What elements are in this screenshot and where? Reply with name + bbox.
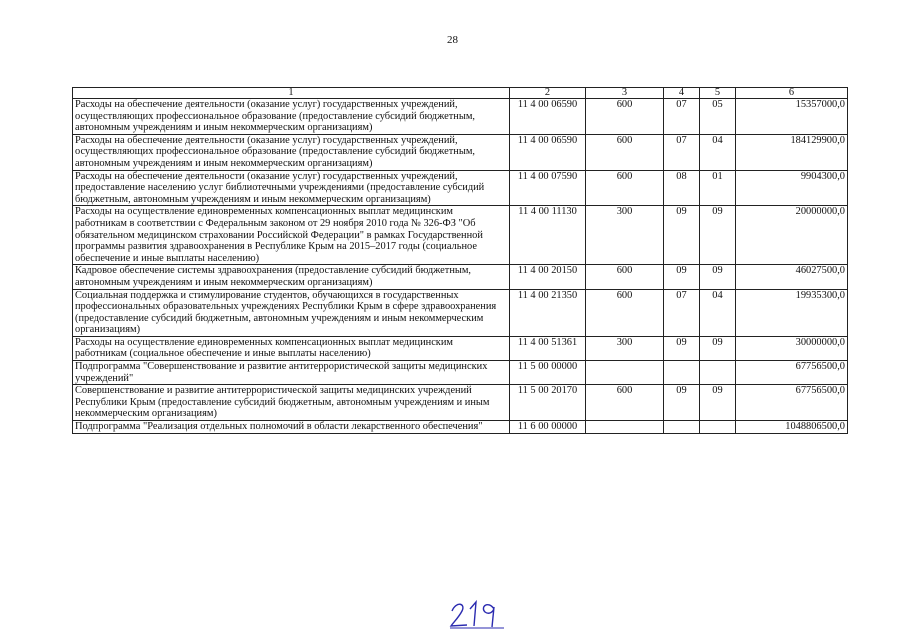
table-row: [73, 385, 848, 421]
table-row: [73, 336, 848, 360]
row-section: [664, 421, 700, 434]
row-expense-type: 600: [586, 385, 664, 421]
row-name: Расходы на осуществление единовременных компенсационных выплат медицинским работникам (социальное обеспечение и иные выплаты населению): [73, 336, 510, 360]
page-number: 28: [447, 34, 458, 46]
row-expense-type: [586, 361, 664, 385]
row-subsection: 04: [700, 134, 736, 170]
row-expense-type: 600: [586, 99, 664, 135]
row-target-code: 11 6 00 00000: [510, 421, 586, 434]
row-amount: 184129900,0: [736, 134, 848, 170]
row-section: 08: [664, 170, 700, 206]
row-name: Расходы на обеспечение деятельности (оказание услуг) государственных учреждений, осуществляющих профессиональное образование (предоставление субсидий бюджетным, автономным учреждениям и иным некоммерческим организациям): [73, 99, 510, 135]
row-subsection: 05: [700, 99, 736, 135]
row-amount: 67756500,0: [736, 361, 848, 385]
row-name: Социальная поддержка и стимулирование студентов, обучающихся в государственных профессиональных образовательных учреждениях Республики Крым в сфере здравоохранения (предоставление субсидий бюджетным, автономным учреждениям и иным некоммерческим организациям): [73, 289, 510, 336]
row-amount: 15357000,0: [736, 99, 848, 135]
table-row: [73, 361, 848, 385]
row-target-code: 11 4 00 20150: [510, 265, 586, 289]
row-section: 07: [664, 289, 700, 336]
row-name: Подпрограмма "Совершенствование и развитие антитеррористической защиты медицинских учреждений": [73, 361, 510, 385]
row-amount: 19935300,0: [736, 289, 848, 336]
row-target-code: 11 4 00 51361: [510, 336, 586, 360]
row-expense-type: 600: [586, 289, 664, 336]
row-section: 09: [664, 385, 700, 421]
row-amount: 46027500,0: [736, 265, 848, 289]
row-expense-type: 300: [586, 206, 664, 265]
header-col-3: 3: [586, 88, 664, 99]
row-target-code: 11 5 00 20170: [510, 385, 586, 421]
table-row: [73, 134, 848, 170]
row-amount: 20000000,0: [736, 206, 848, 265]
table-row: [73, 206, 848, 265]
table-row: [73, 421, 848, 434]
row-name: Расходы на обеспечение деятельности (оказание услуг) государственных учреждений, предоставление населению услуг библиотечными учреждениями (предоставление субсидий бюджетным, автономным учреждениям и иным некоммерческим организациям): [73, 170, 510, 206]
row-subsection: [700, 421, 736, 434]
row-subsection: 09: [700, 265, 736, 289]
row-name: Расходы на обеспечение деятельности (оказание услуг) государственных учреждений, осуществляющих профессиональное образование (предоставление субсидий бюджетным, автономным учреждениям и иным некоммерческим организациям): [73, 134, 510, 170]
header-col-6: 6: [736, 88, 848, 99]
row-amount: 1048806500,0: [736, 421, 848, 434]
row-section: 07: [664, 134, 700, 170]
row-target-code: 11 4 00 06590: [510, 134, 586, 170]
row-section: [664, 361, 700, 385]
row-target-code: 11 4 00 06590: [510, 99, 586, 135]
row-subsection: 01: [700, 170, 736, 206]
row-subsection: 04: [700, 289, 736, 336]
header-col-1: 1: [73, 88, 510, 99]
row-target-code: 11 5 00 00000: [510, 361, 586, 385]
row-amount: 67756500,0: [736, 385, 848, 421]
table-header-row: [73, 88, 848, 99]
row-target-code: 11 4 00 11130: [510, 206, 586, 265]
row-expense-type: 600: [586, 265, 664, 289]
row-subsection: [700, 361, 736, 385]
row-target-code: 11 4 00 21350: [510, 289, 586, 336]
header-col-5: 5: [700, 88, 736, 99]
row-name: Подпрограмма "Реализация отдельных полномочий в области лекарственного обеспечения": [73, 421, 510, 434]
row-subsection: 09: [700, 336, 736, 360]
row-subsection: 09: [700, 206, 736, 265]
row-target-code: 11 4 00 07590: [510, 170, 586, 206]
row-expense-type: [586, 421, 664, 434]
row-section: 09: [664, 206, 700, 265]
row-amount: 30000000,0: [736, 336, 848, 360]
table-row: [73, 265, 848, 289]
row-name: Расходы на осуществление единовременных компенсационных выплат медицинским работникам в соответствии с Федеральным законом от 29 ноября 2010 года № 326-ФЗ "Об обязательном медицинском страховании Российской Федерации" в рамках Государственной программы развития здравоохранения в Республике Крым на 2015–2017 годы (социальное обеспечение и иные выплаты населению): [73, 206, 510, 265]
handwritten-page-number: [448, 597, 508, 629]
row-expense-type: 300: [586, 336, 664, 360]
row-section: 09: [664, 336, 700, 360]
row-name: Кадровое обеспечение системы здравоохранения (предоставление субсидий бюджетным, автономным учреждениям и иным некоммерческим организациям): [73, 265, 510, 289]
budget-table: [72, 87, 848, 434]
header-col-4: 4: [664, 88, 700, 99]
row-section: 07: [664, 99, 700, 135]
row-name: Совершенствование и развитие антитеррористической защиты медицинских учреждений Республики Крым (предоставление субсидий бюджетным, автономным учреждениям и иным некоммерческим организациям): [73, 385, 510, 421]
row-subsection: 09: [700, 385, 736, 421]
row-amount: 9904300,0: [736, 170, 848, 206]
row-expense-type: 600: [586, 134, 664, 170]
row-expense-type: 600: [586, 170, 664, 206]
header-col-2: 2: [510, 88, 586, 99]
row-section: 09: [664, 265, 700, 289]
table-row: [73, 289, 848, 336]
table-row: [73, 99, 848, 135]
table-row: [73, 170, 848, 206]
